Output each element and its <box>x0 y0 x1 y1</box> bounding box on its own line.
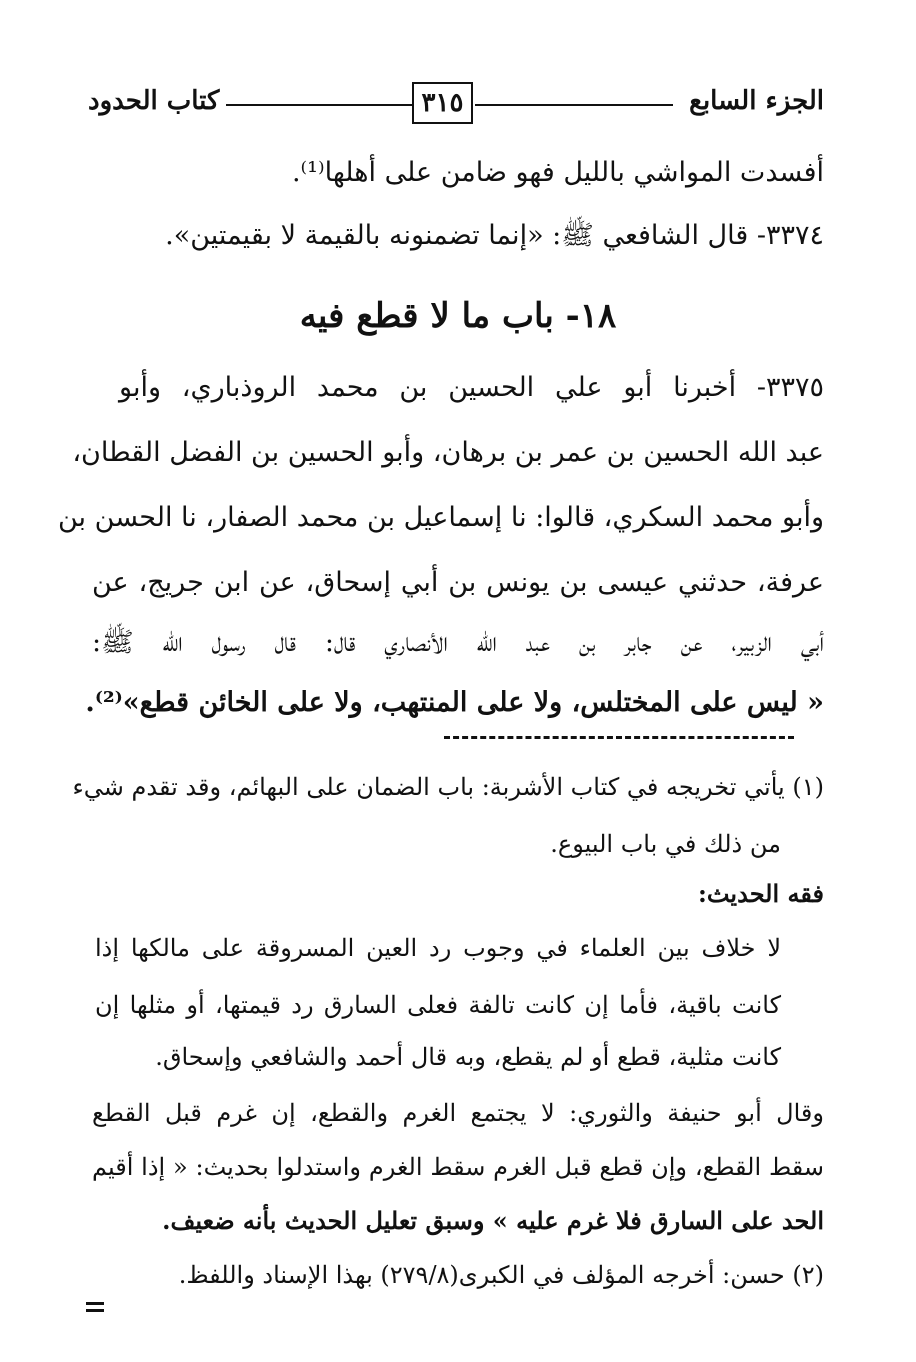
fiqh-line: لا خلاف بين العلماء في وجوب رد العين المسروقة على مالكها إذا <box>95 934 782 962</box>
hadith-line: وأبو محمد السكري، قالوا: نا إسماعيل بن محمد الصفار، نا الحسن بن <box>58 502 824 533</box>
fiqh-line: سقط القطع، وإن قطع قبل الغرم سقط الغرم واستدلوا بحديث: « إذا أقيم <box>92 1153 824 1181</box>
fiqh-line: الحد على السارق فلا غرم عليه » وسبق تعليل الحديث بأنه ضعيف. <box>162 1206 824 1235</box>
body-line-1: أفسدت المواشي بالليل فهو ضامن على أهلها⁽¹⁾. <box>291 157 824 188</box>
hadith-quote: « ليس على المختلس، ولا على المنتهب، ولا على الخائن قطع»⁽²⁾. <box>85 687 824 718</box>
header-volume-title: الجزء السابع <box>689 86 824 116</box>
hadith-line: عرفة، حدثني عيسى بن يونس بن أبي إسحاق، عن ابن جريج، عن <box>92 567 825 598</box>
hadith-line: عبد الله الحسين بن عمر بن برهان، وأبو الحسين بن الفضل القطان، <box>72 437 824 468</box>
fiqh-line: كانت مثلية، قطع أو لم يقطع، وبه قال أحمد والشافعي وإسحاق. <box>155 1043 781 1071</box>
hadith-line: أبي الزبير، عن جابر بن عبد الله الأنصاري قال: قال رسول الله ﷺ: <box>92 627 824 658</box>
header-rule-left <box>226 104 412 106</box>
section-title: ١٨- باب ما لا قطع فيه <box>299 296 617 336</box>
fiqh-heading: فقه الحديث: <box>697 879 824 908</box>
fiqh-line: كانت باقية، فأما إن كانت تالفة فعلى السارق رد قيمتها، أو مثلها إن <box>95 991 781 1019</box>
footnote-1-line-1: (١) يأتي تخريجه في كتاب الأشربة: باب الضمان على البهائم، وقد تقدم شيء <box>72 773 824 801</box>
header-rule-right <box>475 104 673 106</box>
body-line-2: ٣٣٧٤- قال الشافعي ﷺ: «إنما تضمنونه بالقيمة لا بقيمتين». <box>165 220 824 251</box>
page-end-mark <box>86 1302 104 1316</box>
footnote-separator <box>444 736 794 739</box>
fiqh-line: وقال أبو حنيفة والثوري: لا يجتمع الغرم والقطع، إن غرم قبل القطع <box>92 1099 824 1127</box>
hadith-line: ٣٣٧٥- أخبرنا أبو علي الحسين بن محمد الروذباري، وأبو <box>119 372 824 403</box>
footnote-2: (٢) حسن: أخرجه المؤلف في الكبرى(٢٧٩/٨) بهذا الإسناد واللفظ. <box>178 1261 824 1289</box>
page-number: ٣١٥ <box>412 82 473 124</box>
header-book-title: كتاب الحدود <box>88 86 220 116</box>
footnote-1-line-2: من ذلك في باب البيوع. <box>550 830 781 858</box>
